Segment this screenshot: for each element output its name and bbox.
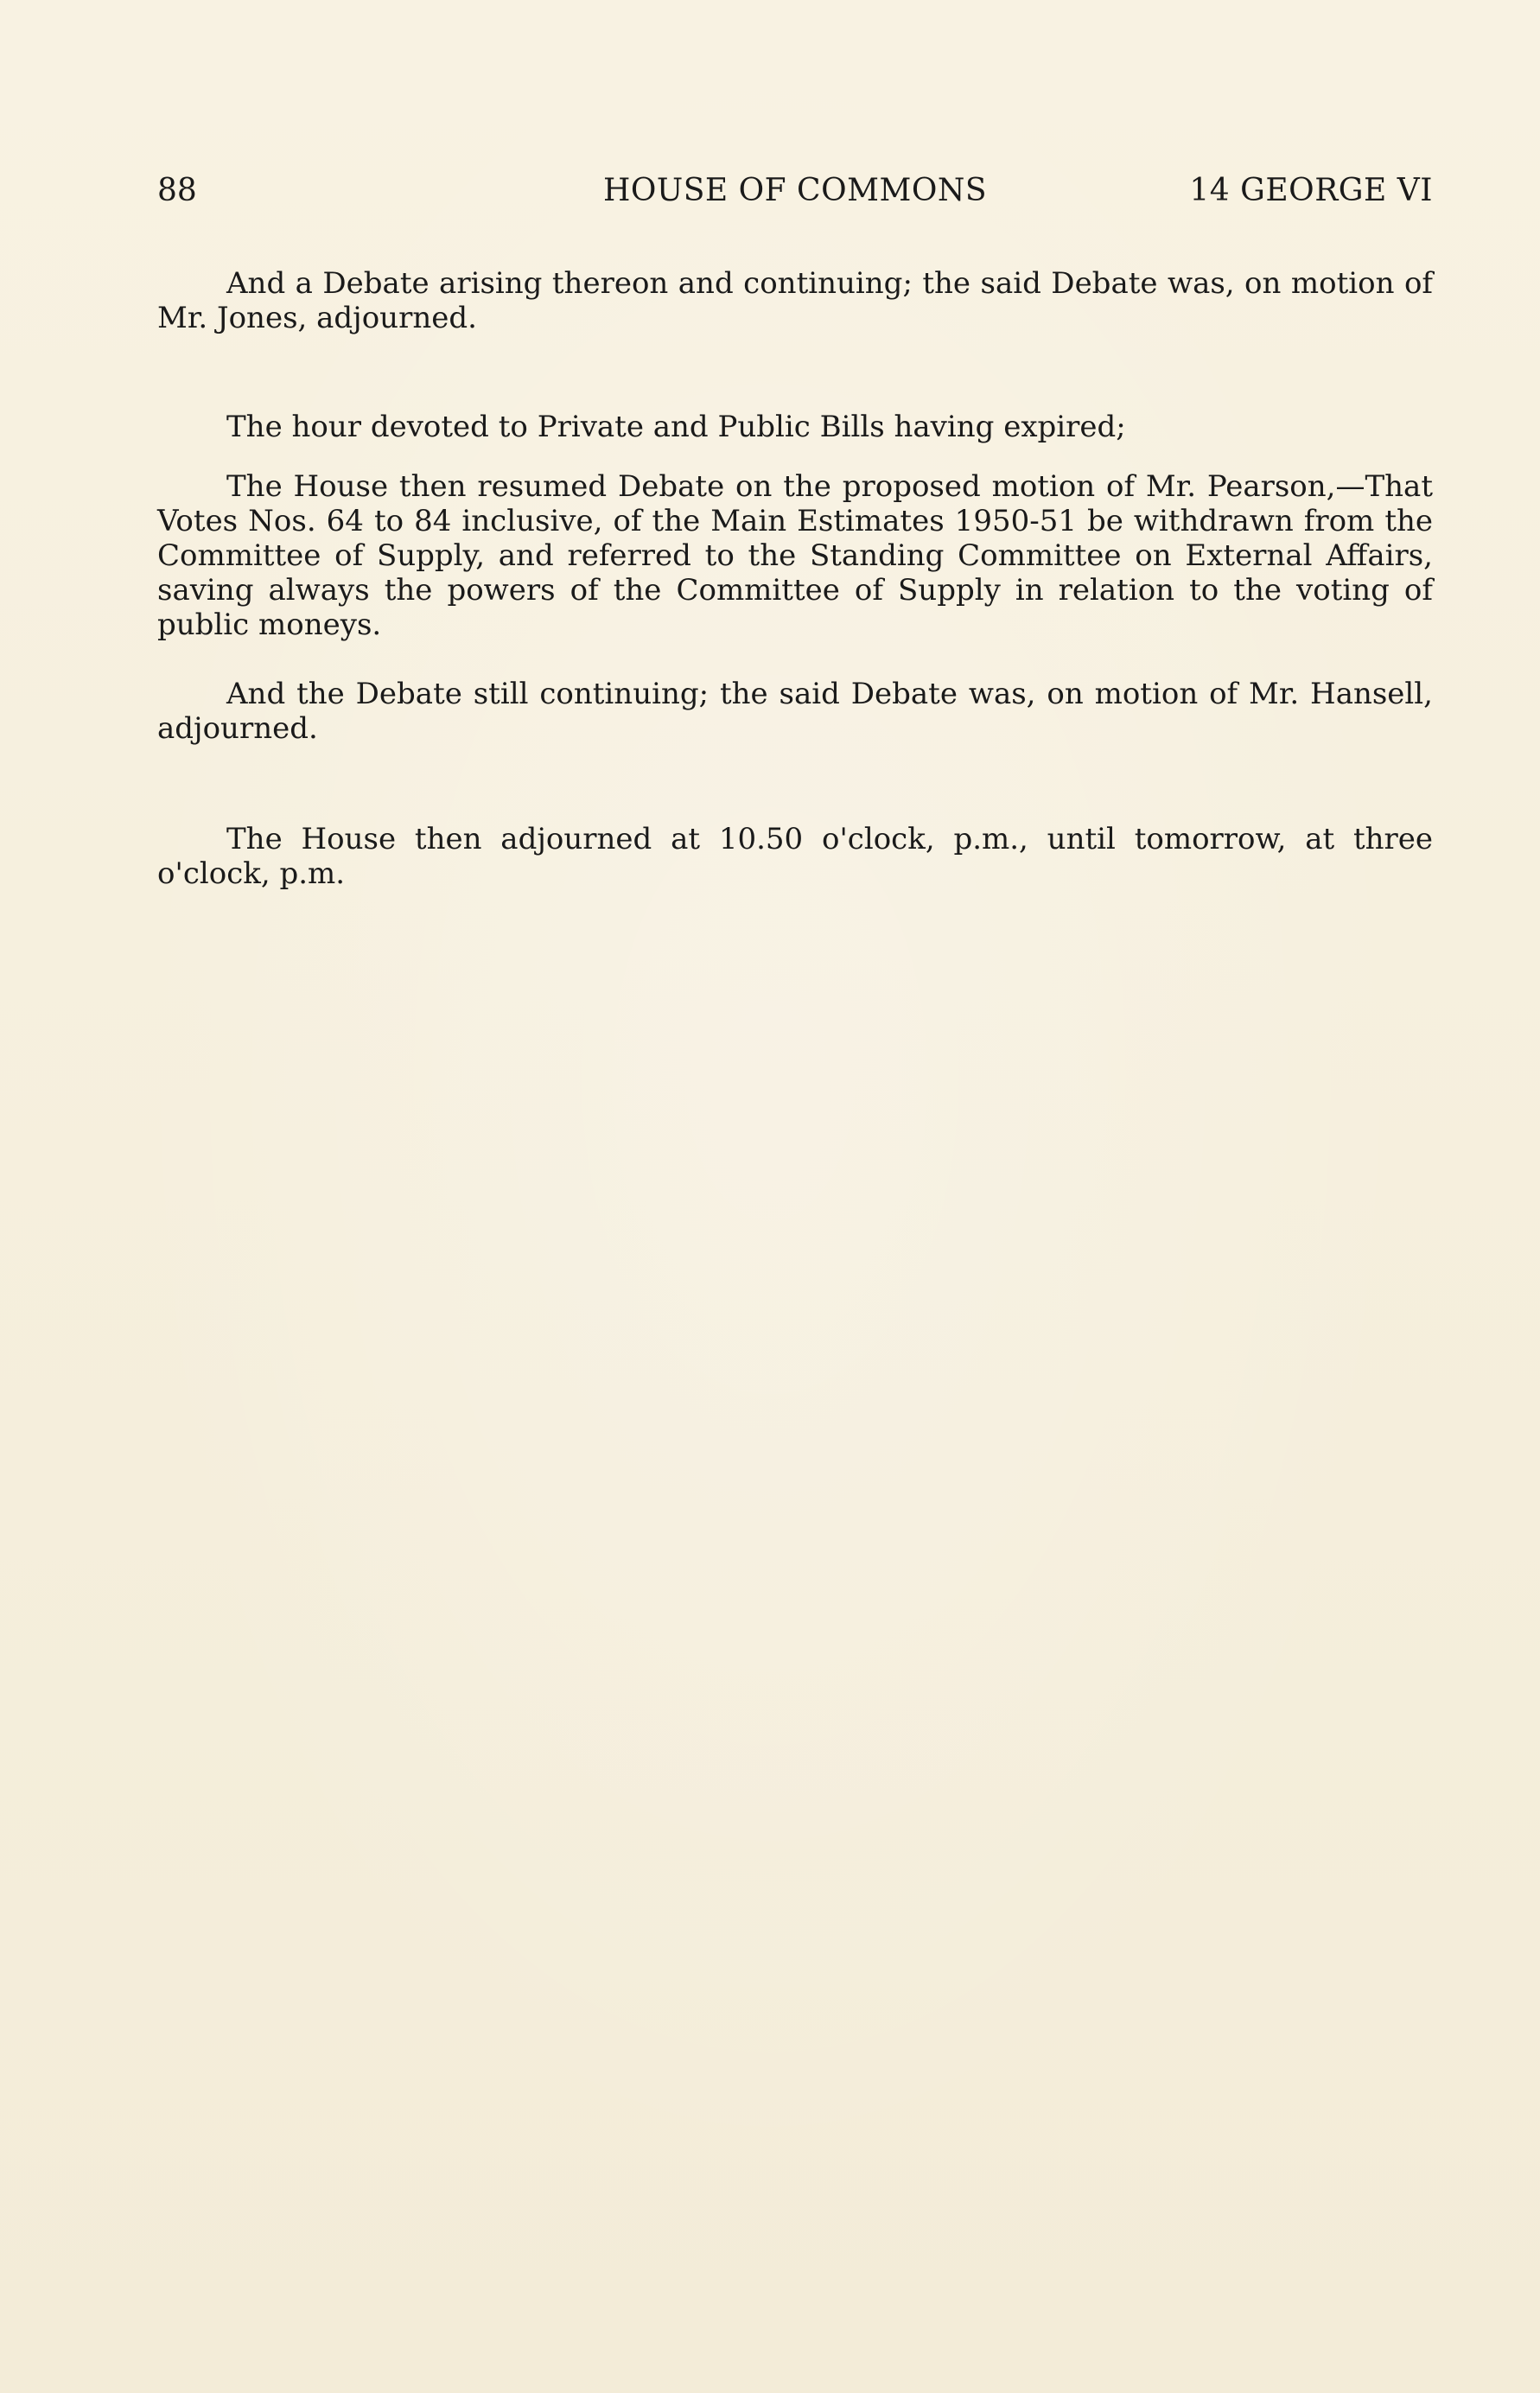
paragraph-debate-adjourned-hansell: And the Debate still continuing; the said Debate was, on motion of Mr. Hansell, adjourned. (157, 677, 1433, 746)
page-header (157, 171, 1433, 211)
paragraph-house-adjourned: The House then adjourned at 10.50 o'clock, p.m., until tomorrow, at three o'clock, p.m. (157, 822, 1433, 891)
running-title: HOUSE OF COMMONS (602, 173, 988, 208)
running-date: 14 GEORGE VI (1189, 173, 1433, 208)
paragraph-hour-expired: The hour devoted to Private and Public Bills having expired; (226, 410, 1126, 444)
page-number: 88 (157, 173, 197, 208)
paragraph-debate-adjourned-jones: And a Debate arising thereon and continuing; the said Debate was, on motion of Mr. Jones, adjourned. (157, 266, 1433, 335)
paragraph-resumed-debate: The House then resumed Debate on the proposed motion of Mr. Pearson,—That Votes Nos. 64 to 84 inclusive, of the Main Estimates 1950-51 be withdrawn from the Committee of Supply, and referred to the Standing Committee on External Affairs, saving always the powers of the Committee of Supply in relation to the voting of public moneys. (157, 469, 1433, 642)
